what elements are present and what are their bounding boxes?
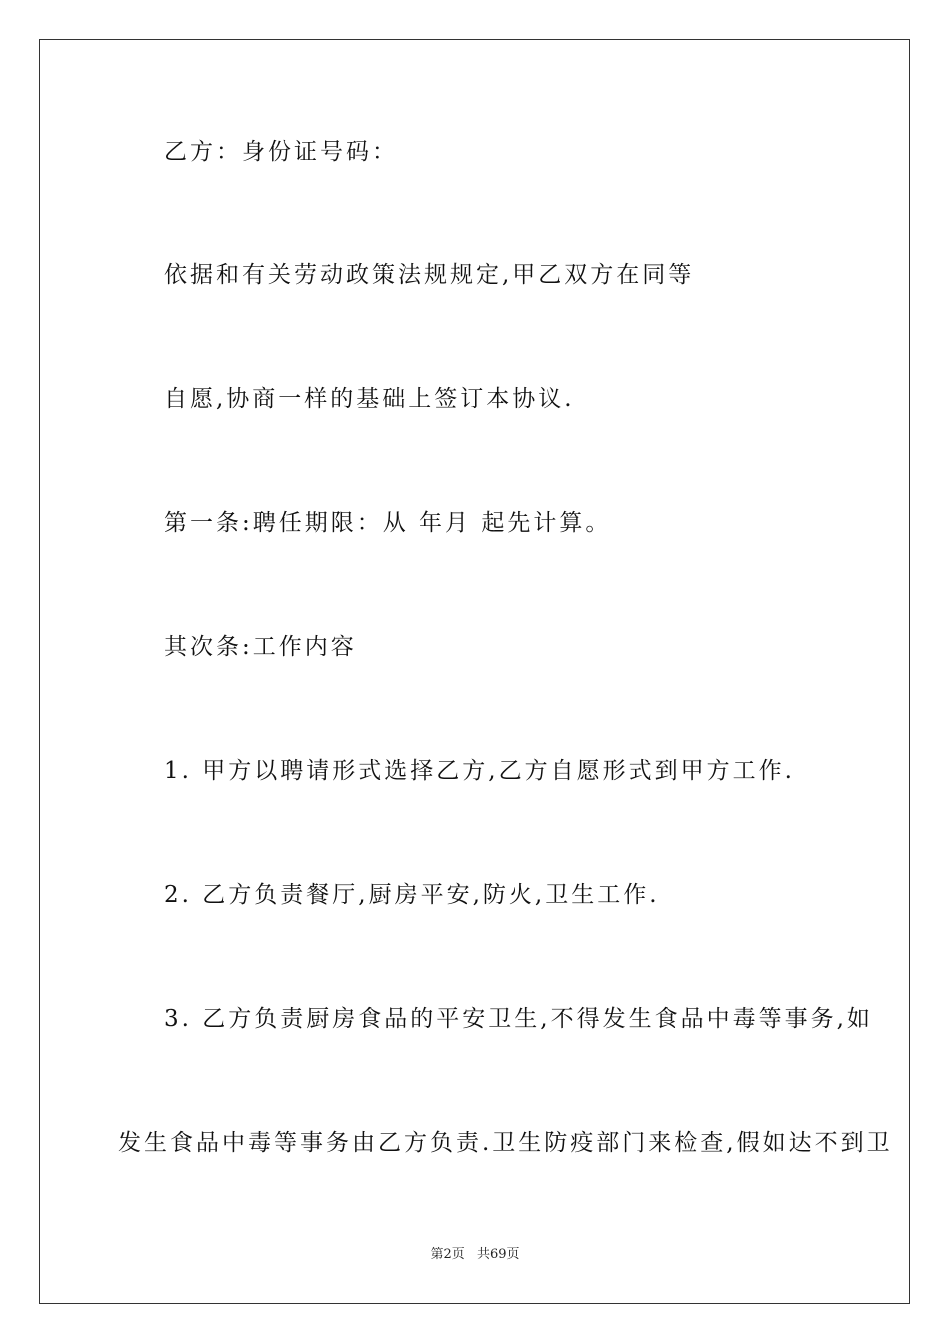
text-line-article-1: 第一条:聘任期限：从 年月 起先计算。 xyxy=(164,510,612,536)
text-line-item-2: 2. 乙方负责餐厅,厨房平安,防火,卫生工作. xyxy=(164,882,660,908)
text-line-item-1: 1. 甲方以聘请形式选择乙方,乙方自愿形式到甲方工作. xyxy=(164,758,795,784)
text-line-article-2-heading: 其次条:工作内容 xyxy=(164,634,357,660)
text-line-item-3: 3. 乙方负责厨房食品的平安卫生,不得发生食品中毒等事务,如 xyxy=(164,1006,873,1032)
text-line-party-b-id: 乙方：身份证号码： xyxy=(164,139,398,165)
text-line-basis: 依据和有关劳动政策法规规定,甲乙双方在同等 xyxy=(164,262,695,288)
page-number-current: 第2页 xyxy=(430,1247,465,1262)
text-line-item-3-continued: 发生食品中毒等事务由乙方负责.卫生防疫部门来检查,假如达不到卫 xyxy=(118,1130,893,1156)
text-line-agreement: 自愿,协商一样的基础上签订本协议. xyxy=(164,386,575,412)
page-border xyxy=(39,39,910,1304)
page-number-total: 共69页 xyxy=(476,1247,520,1262)
page-footer xyxy=(0,1246,950,1264)
